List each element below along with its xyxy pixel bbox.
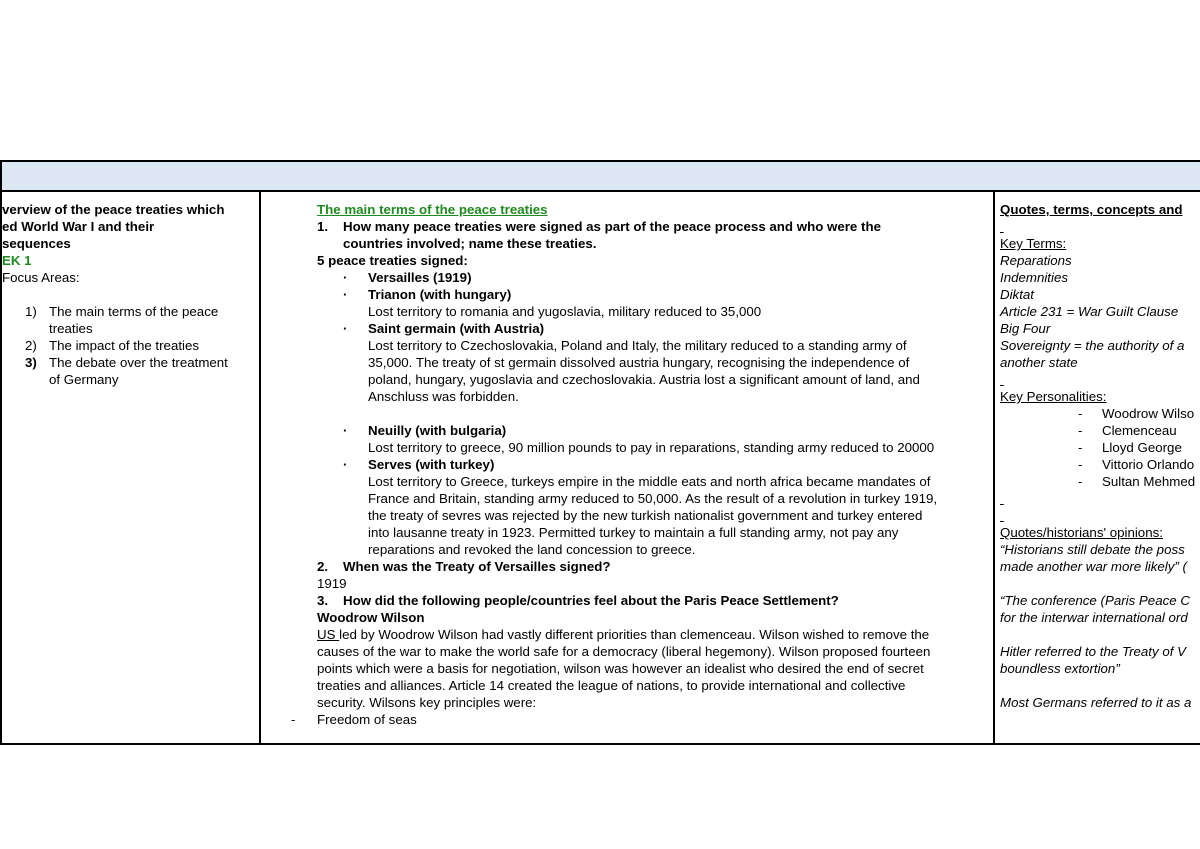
key-terms-label: Key Terms:: [1000, 236, 1067, 251]
focus-item-continuation: treaties: [49, 321, 93, 336]
treaty-text: Lost territory to Greece, turkeys empire in the middle eats and north africa became mandates of: [368, 474, 931, 489]
answer-2: 1919: [317, 576, 347, 591]
overview-cell: [0, 192, 261, 745]
focus-item: 1) The main terms of the peace: [25, 304, 219, 319]
overview-title-line-2: ed World War I and their: [2, 219, 155, 234]
focus-item-continuation: of Germany: [49, 372, 119, 387]
quote-line: for the interwar international ord: [1000, 610, 1188, 625]
key-term: another state: [1000, 355, 1078, 370]
treaty-text: Anschluss was forbidden.: [368, 389, 519, 404]
spacer-line: [1000, 490, 1200, 507]
main-terms-cell: [261, 192, 995, 745]
quote-line: Hitler referred to the Treaty of V: [1000, 644, 1186, 659]
question-2: 2. When was the Treaty of Versailles signed?: [317, 559, 611, 574]
wilson-text: causes of the war to make the world safe for a democracy (liberal hegemony). Wilson proposed fourteen: [317, 644, 931, 659]
question-3: 3. How did the following people/countries feel about the Paris Peace Settlement?: [317, 593, 839, 608]
personality-item: - Vittorio Orlando: [1078, 457, 1195, 472]
spacer-line: [1000, 218, 1200, 235]
question-1: 1. How many peace treaties were signed as part of the peace process and who were the: [317, 219, 881, 234]
overview-title-line-1: verview of the peace treaties which: [2, 202, 225, 217]
quote-line: “Historians still debate the poss: [1000, 542, 1185, 557]
treaty-item: · Saint germain (with Austria): [343, 321, 545, 336]
personality-item: - Sultan Mehmed: [1078, 474, 1196, 489]
question-1-continuation: countries involved; name these treaties.: [343, 236, 597, 251]
treaty-text: Lost territory to Czechoslovakia, Poland and Italy, the military reduced to a standing army of: [368, 338, 907, 353]
personality-item: - Clemenceau: [1078, 423, 1177, 438]
quote-line: “The conference (Paris Peace C: [1000, 593, 1190, 608]
focus-item: 3) The debate over the treatment: [25, 355, 228, 370]
treaty-text: poland, hungary, yugoslavia and czechoslovakia. Austria lost a significant amount of land, and: [368, 372, 920, 387]
wilson-text: US led by Woodrow Wilson had vastly different priorities than clemenceau. Wilson wished to remove the: [317, 627, 930, 642]
quote-line: Most Germans referred to it as a: [1000, 695, 1192, 710]
key-term: Article 231 = War Guilt Clause: [1000, 304, 1179, 319]
quotes-terms-heading: Quotes, terms, concepts and: [1000, 202, 1183, 217]
wilson-text: security. Wilsons key principles were:: [317, 695, 537, 710]
treaties-signed-label: 5 peace treaties signed:: [317, 253, 468, 268]
personality-item: - Lloyd George: [1078, 440, 1182, 455]
principle-item: - Freedom of seas: [291, 712, 417, 727]
key-term: Indemnities: [1000, 270, 1068, 285]
treaty-item: · Versailles (1919): [343, 270, 472, 285]
personality-item: - Woodrow Wilso: [1078, 406, 1195, 421]
treaty-text: the treaty of sevres was rejected by the new turkish nationalist government and turkey entered: [368, 508, 923, 523]
key-personalities-label: Key Personalities:: [1000, 389, 1107, 404]
key-term: Big Four: [1000, 321, 1051, 336]
quotes-label: Quotes/historians' opinions:: [1000, 525, 1163, 540]
treaty-item: · Neuilly (with bulgaria): [343, 423, 507, 438]
quote-line: boundless extortion”: [1000, 661, 1120, 676]
treaty-text: France and Britain, standing army reduced to 50,000. As the result of a revolution in turkey 1919,: [368, 491, 938, 506]
treaty-text: Lost territory to romania and yugoslavia, military reduced to 35,000: [368, 304, 762, 319]
quote-line: made another war more likely” (: [1000, 559, 1187, 574]
treaty-item: · Serves (with turkey): [343, 457, 495, 472]
wilson-text: points which were a basis for negotiation, wilson was however an idealist who desired the end of secret: [317, 661, 924, 676]
focus-areas-label: Focus Areas:: [2, 270, 80, 285]
main-terms-heading: The main terms of the peace treaties: [317, 202, 548, 217]
key-term: Sovereignty = the authority of a: [1000, 338, 1185, 353]
wilson-heading: Woodrow Wilson: [317, 610, 425, 625]
treaty-item: · Trianon (with hungary): [343, 287, 512, 302]
week-label: EK 1: [2, 253, 32, 268]
treaty-text: reparations and revoked the land concession to greece.: [368, 542, 696, 557]
spacer-line: [1000, 507, 1200, 524]
focus-item: 2) The impact of the treaties: [25, 338, 200, 353]
key-term: Diktat: [1000, 287, 1034, 302]
wilson-text: treaties and alliances. Article 14 created the league of nations, to provide international and collective: [317, 678, 906, 693]
overview-title-line-3: sequences: [2, 236, 71, 251]
treaty-text: Lost territory to greece, 90 million pounds to pay in reparations, standing army reduced to 20000: [368, 440, 935, 455]
treaty-text: into lausanne treaty in 1923. Permitted turkey to maintain a full standing army, not pay any: [368, 525, 899, 540]
spacer-line: [1000, 371, 1200, 388]
notes-table: [0, 160, 1200, 745]
quotes-terms-cell: [995, 192, 1200, 745]
treaty-text: 35,000. The treaty of st germain dissolved austria hungary, recognising the independence of: [368, 355, 910, 370]
table-header-row: [0, 160, 1200, 192]
key-term: Reparations: [1000, 253, 1072, 268]
